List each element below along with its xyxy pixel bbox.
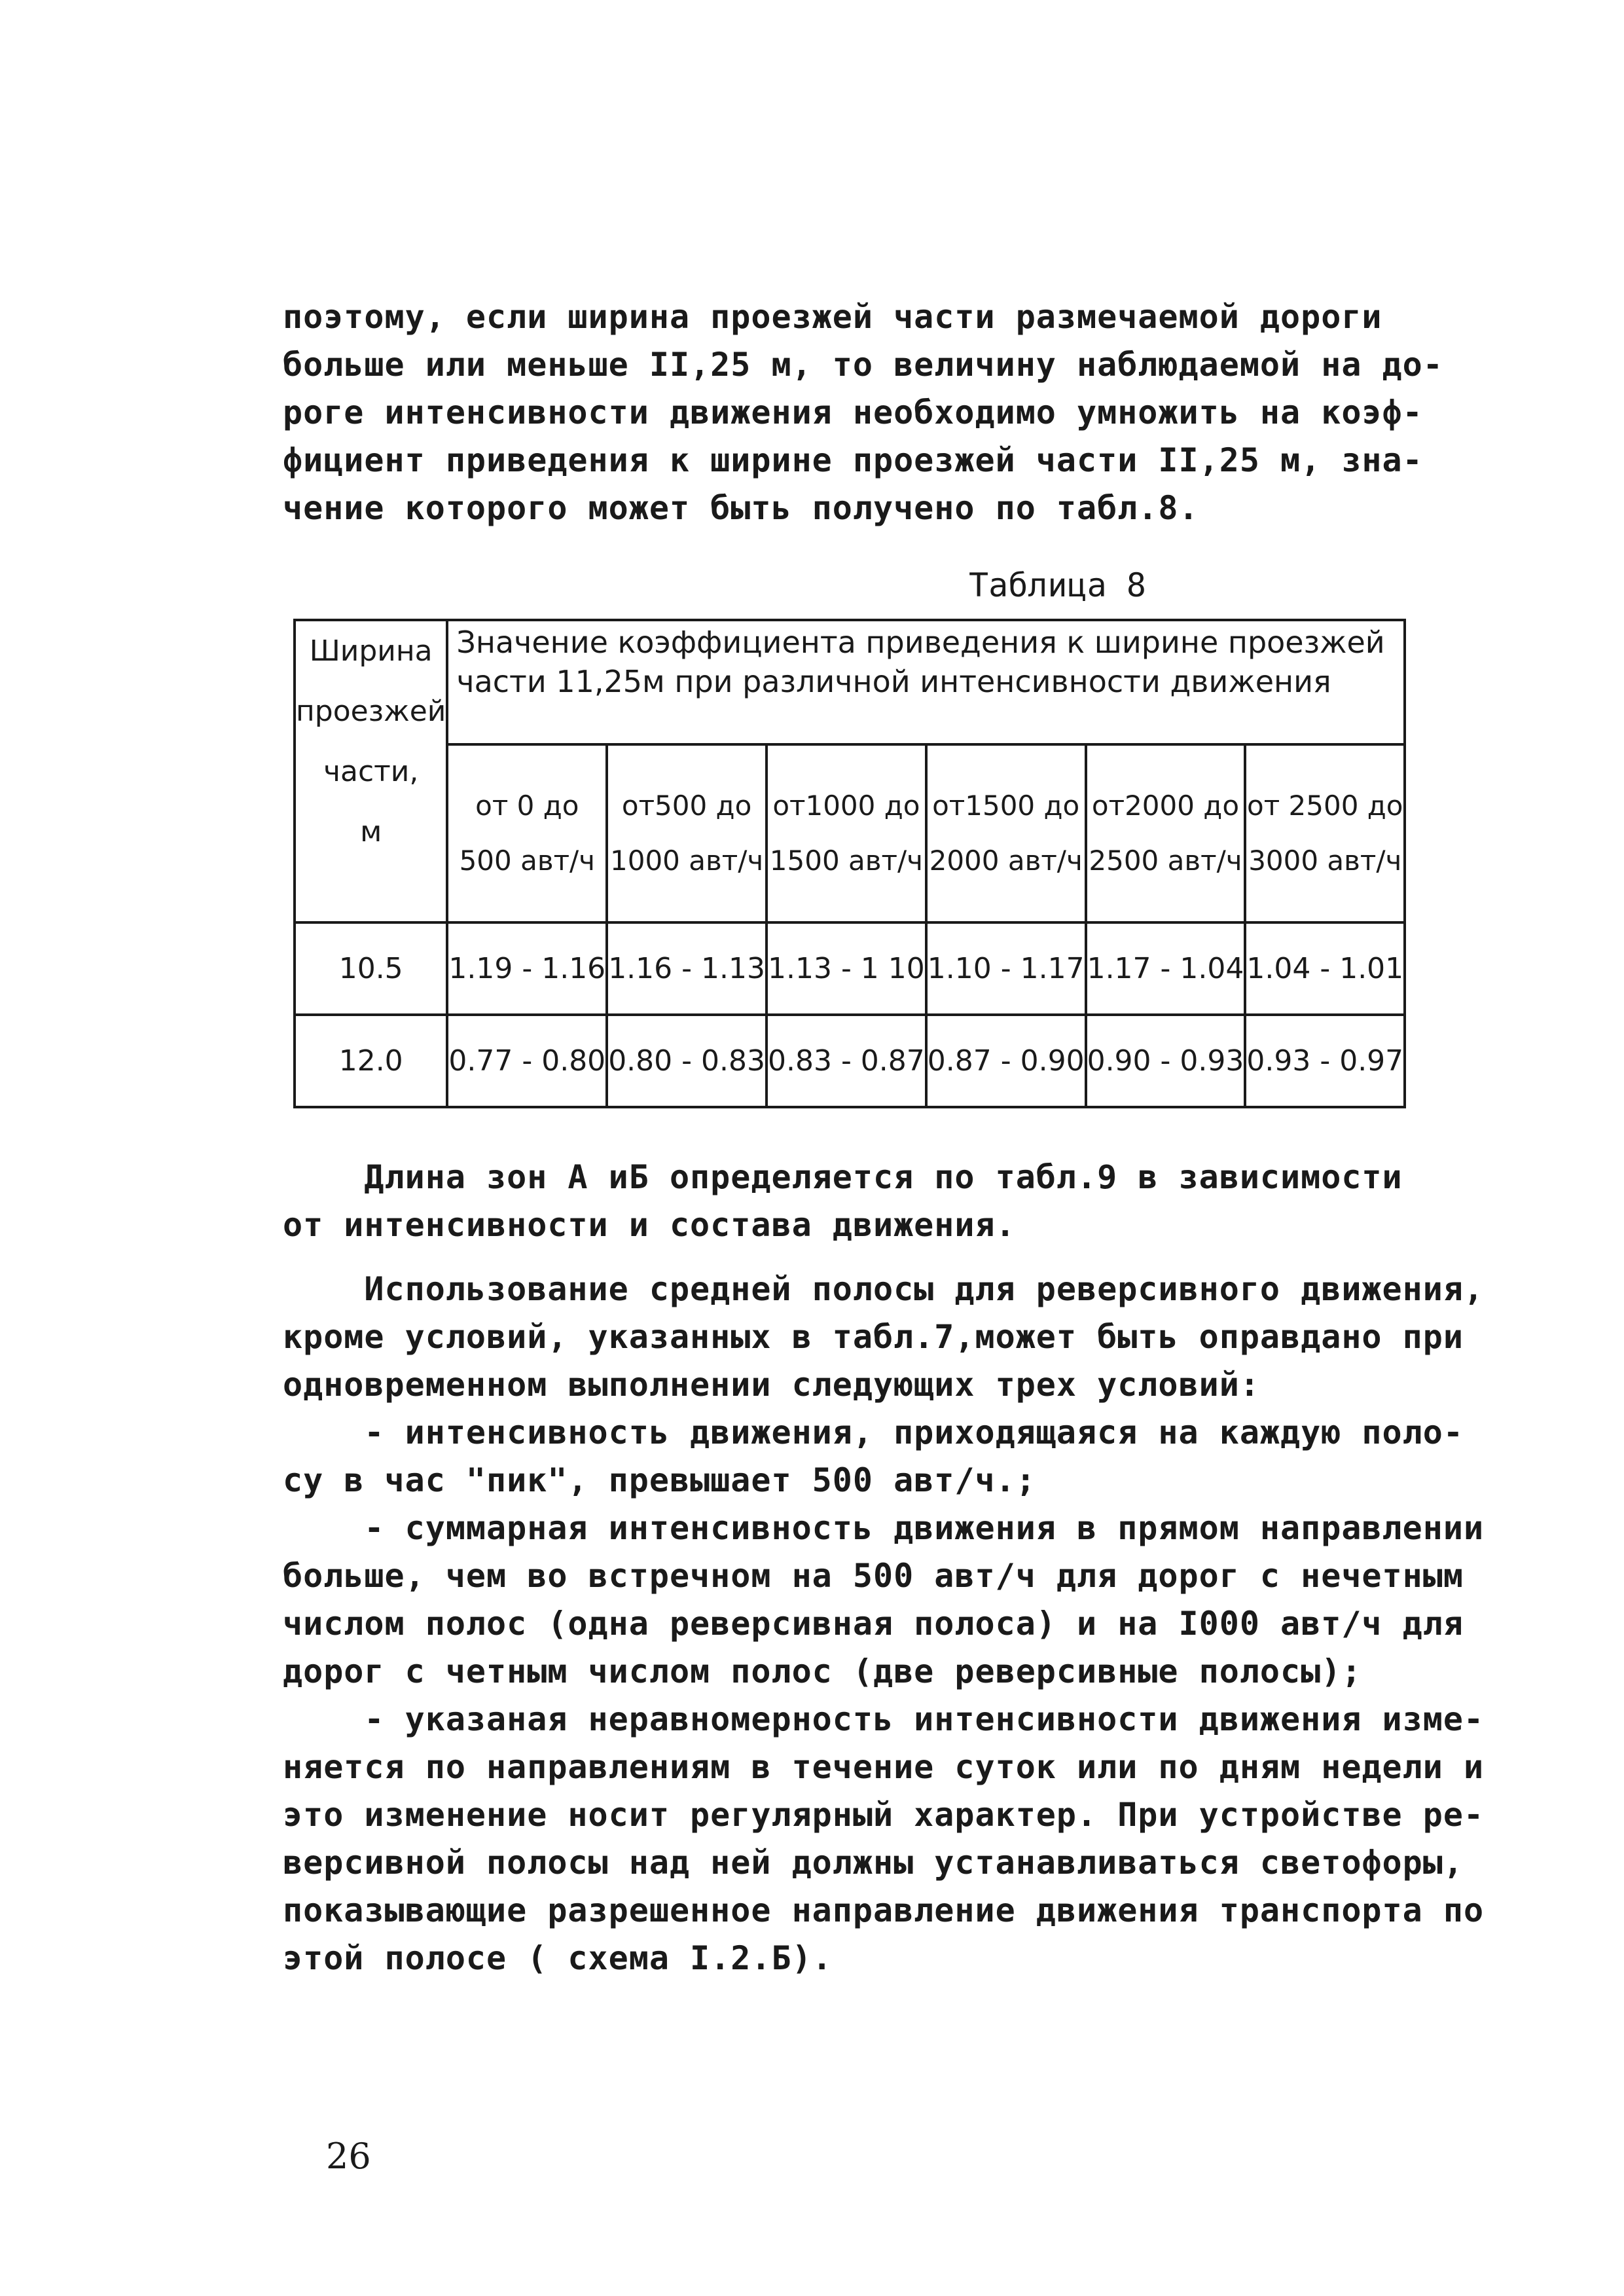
text-line: су в час "пик", превышает 500 авт/ч.; xyxy=(283,1461,1036,1499)
value-cell: 0.90 - 0.93 xyxy=(1086,1015,1246,1107)
header-line: проезжей xyxy=(296,695,446,728)
value-cell: 1.04 - 1.01 xyxy=(1245,922,1405,1015)
text-line: - указаная неравномерность интенсивности движения изме- xyxy=(283,1700,1485,1738)
text-line: чение которого может быть получено по табл.8. xyxy=(283,489,1199,527)
range-cell xyxy=(926,744,1086,922)
value-cell: 1.10 - 1.17 xyxy=(926,922,1086,1015)
page-number: 26 xyxy=(326,2136,371,2177)
range-cell xyxy=(607,744,767,922)
value-cell: 1.19 - 1.16 xyxy=(447,922,607,1015)
table-row xyxy=(295,1015,1405,1107)
text-line: одновременном выполнении следующих трех условий: xyxy=(283,1366,1260,1404)
table-range-row xyxy=(295,744,1405,922)
col-width-header xyxy=(295,620,447,922)
range-cell xyxy=(1086,744,1246,922)
header-line: части, xyxy=(323,755,419,788)
text-line: числом полос (одна реверсивная полоса) и на I000 авт/ч для xyxy=(283,1605,1464,1643)
text-line: - интенсивность движения, приходящаяся на каждую поло- xyxy=(283,1413,1464,1451)
width-cell: 12.0 xyxy=(295,1015,447,1107)
range-to: 500 авт/ч xyxy=(459,845,595,877)
text-line: - суммарная интенсивность движения в прямом направлении xyxy=(283,1509,1485,1547)
range-from: от2000 до xyxy=(1091,790,1240,822)
value-cell: 0.80 - 0.83 xyxy=(607,1015,767,1107)
value-cell: 0.77 - 0.80 xyxy=(447,1015,607,1107)
value-cell: 1.16 - 1.13 xyxy=(607,922,767,1015)
text-line: дорог с четным числом полос (две реверсивные полосы); xyxy=(283,1652,1362,1690)
header-line: Ширина xyxy=(309,634,433,668)
text-line: поэтому, если ширина проезжей части размечаемой дороги xyxy=(283,298,1382,336)
coefficient-table xyxy=(293,619,1406,1108)
table-caption: Таблица 8 xyxy=(969,566,1146,604)
text-line: показывающие разрешенное направление движения транспорта по xyxy=(283,1891,1485,1929)
range-from: от500 до xyxy=(621,790,752,822)
value-cell: 1.13 - 1 10 xyxy=(767,922,926,1015)
value-cell: 0.83 - 0.87 xyxy=(767,1015,926,1107)
range-to: 3000 авт/ч xyxy=(1248,845,1402,877)
range-from: от 0 до xyxy=(475,790,579,822)
text-line: Использование средней полосы для реверсивного движения, xyxy=(283,1270,1485,1308)
text-line: больше, чем во встречном на 500 авт/ч для дорог с нечетным xyxy=(283,1557,1464,1595)
header-line: м xyxy=(360,815,382,848)
range-from: от1000 до xyxy=(772,790,920,822)
text-line: версивной полосы над ней должны устанавливаться светофоры, xyxy=(283,1844,1464,1882)
paragraph-intro xyxy=(283,293,1443,532)
range-from: от1500 до xyxy=(932,790,1080,822)
range-to: 1000 авт/ч xyxy=(610,845,764,877)
value-cell: 0.93 - 0.97 xyxy=(1245,1015,1405,1107)
table-row xyxy=(295,922,1405,1015)
table-header-row xyxy=(295,620,1405,744)
text-line: фициент приведения к ширине проезжей части II,25 м, зна- xyxy=(283,441,1423,479)
range-from: от 2500 до xyxy=(1247,790,1403,822)
header-line: части 11,25м при различной интенсивности движения xyxy=(456,664,1331,699)
range-to: 2000 авт/ч xyxy=(929,845,1083,877)
header-line: Значение коэффициента приведения к ширине проезжей xyxy=(456,625,1385,660)
text-line: кроме условий, указанных в табл.7,может быть оправдано при xyxy=(283,1318,1464,1356)
text-line: Длина зон А иБ определяется по табл.9 в зависимости xyxy=(283,1158,1403,1196)
range-to: 1500 авт/ч xyxy=(769,845,923,877)
range-cell xyxy=(1245,744,1405,922)
text-line: от интенсивности и состава движения. xyxy=(283,1206,1016,1244)
coefficient-header xyxy=(447,620,1405,744)
value-cell: 0.87 - 0.90 xyxy=(926,1015,1086,1107)
text-line: роге интенсивности движения необходимо умножить на коэф- xyxy=(283,393,1423,431)
range-cell xyxy=(447,744,607,922)
range-to: 2500 авт/ч xyxy=(1089,845,1242,877)
width-cell: 10.5 xyxy=(295,922,447,1015)
text-line: этой полосе ( схема I.2.Б). xyxy=(283,1939,833,1977)
paragraph-zone-length xyxy=(283,1154,1403,1249)
text-line: это изменение носит регулярный характер. При устройстве ре- xyxy=(283,1796,1485,1834)
value-cell: 1.17 - 1.04 xyxy=(1086,922,1246,1015)
text-line: няется по направлениям в течение суток или по дням недели и xyxy=(283,1748,1485,1786)
range-cell xyxy=(767,744,926,922)
paragraph-reversible-lane xyxy=(283,1266,1484,1982)
text-line: больше или меньше II,25 м, то величину наблюдаемой на до- xyxy=(283,346,1443,384)
